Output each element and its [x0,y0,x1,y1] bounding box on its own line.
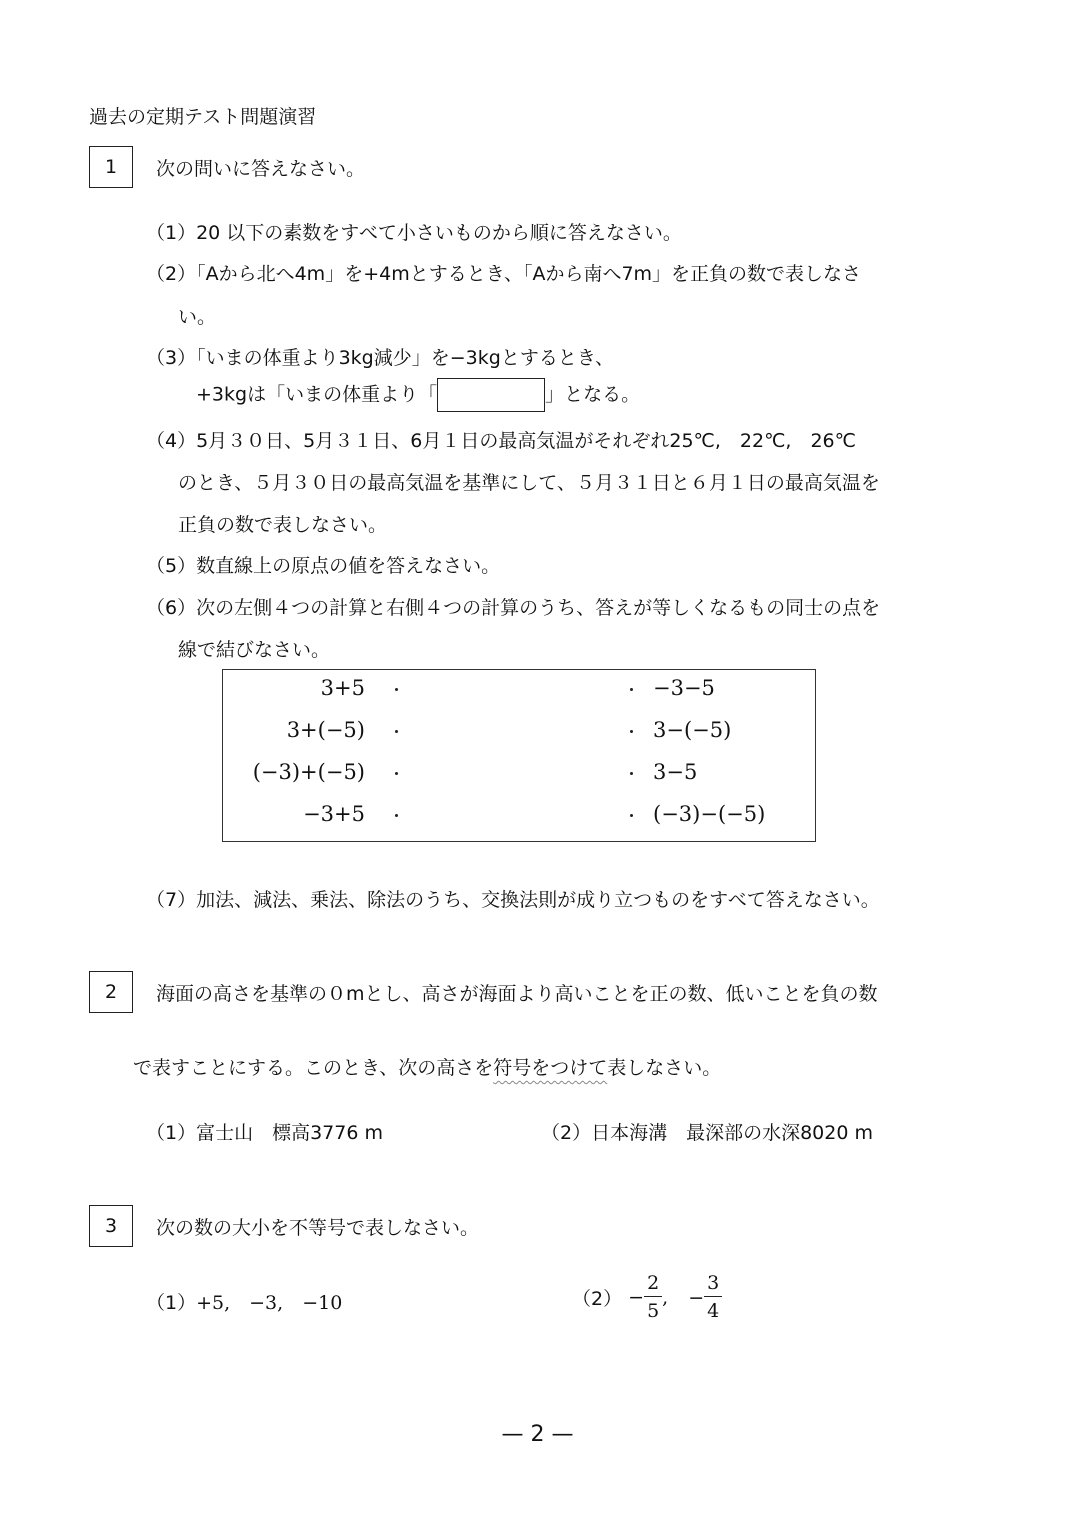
q3-1-label: （1） [146,1292,197,1314]
right-dot-4[interactable] [630,814,633,817]
q2-1-text: 富士山 標高3776 m [196,1122,383,1144]
fraction-1 [644,1270,662,1325]
q3-1-text: +5, −3, −10 [196,1292,343,1314]
q3-2 [572,1270,722,1325]
frac-separator: , [662,1286,669,1309]
q1-2-text: 「Aから北へ4m」を+4mとするとき、「Aから南へ7m」を正負の数で表しなさ [196,263,862,285]
right-expr-3: 3−5 [653,760,698,784]
section3-prompt: 次の数の大小を不等号で表しなさい。 [156,1217,480,1239]
q1-3-label: （3） [146,347,197,369]
left-dot-1[interactable] [395,688,398,691]
q1-7-text: 加法、減法、乗法、除法のうち、交換法則が成り立つものをすべて答えなさい。 [196,889,880,911]
q1-4-text: 5月３０日、5月３１日、6月１日の最高気温がそれぞれ25℃, 22℃, 26℃ [196,430,856,452]
q1-7 [146,885,880,912]
right-expr-1: −3−5 [653,676,715,700]
q1-5 [146,551,500,578]
q2-2-label: （2） [541,1122,592,1144]
q1-3 [146,343,614,370]
q1-1-label: （1） [146,222,197,244]
left-dot-2[interactable] [395,730,398,733]
q1-6-label: （6） [146,597,197,619]
section2-prompt-line2 [133,1053,721,1080]
left-expr-4: −3+5 [303,802,365,826]
q2-1-label: （1） [146,1122,197,1144]
q1-4-label: （4） [146,430,197,452]
q3-1 [146,1288,342,1315]
q1-6-text: 次の左側４つの計算と右側４つの計算のうち、答えが等しくなるもの同士の点を [196,597,881,619]
matching-box [222,669,816,842]
right-dot-2[interactable] [630,730,633,733]
section-number-2: 2 [89,971,133,1013]
q1-6 [146,593,880,620]
q1-1 [146,218,682,245]
q1-3-text: 「いまの体重より3kg減少」を−3kgとするとき、 [196,347,615,369]
frac1-denominator: 5 [647,1300,660,1322]
page-title: 過去の定期テスト問題演習 [89,106,317,128]
right-expr-4: (−3)−(−5) [653,802,766,826]
q1-4-cont2: 正負の数で表しなさい。 [178,514,388,536]
frac1-numerator: 2 [644,1270,662,1297]
q1-7-label: （7） [146,889,197,911]
q2-2 [541,1118,873,1145]
q1-2-cont: い。 [178,306,217,328]
q1-3-cont [196,378,640,412]
section-number-1: 1 [89,146,133,188]
left-expr-3: (−3)+(−5) [252,760,365,784]
page-number: — 2 — [501,1422,574,1447]
fraction-2 [704,1270,722,1325]
answer-blank[interactable] [437,378,545,412]
q3-2-label: （2） [572,1288,623,1310]
left-expr-1: 3+5 [320,676,365,700]
q1-3-text-a: +3kgは「いまの体重より「 [196,383,438,406]
right-dot-3[interactable] [630,772,633,775]
q1-6-cont: 線で結びなさい。 [178,639,331,661]
right-expr-2: 3−(−5) [653,718,732,742]
left-dot-4[interactable] [395,814,398,817]
q2-2-text: 日本海溝 最深部の水深8020 m [591,1122,873,1144]
section2-text-a: で表すことにする。このとき、次の高さを [133,1057,494,1079]
q1-2-label: （2） [146,263,197,285]
q1-5-text: 数直線上の原点の値を答えなさい。 [196,555,501,577]
q1-2 [146,259,861,286]
frac2-denominator: 4 [707,1300,720,1322]
section1-prompt: 次の問いに答えなさい。 [156,158,366,180]
q1-4-cont1: のとき、５月３０日の最高気温を基準にして、５月３１日と６月１日の最高気温を [178,472,880,494]
section2-prompt-line1: 海面の高さを基準の０mとし、高さが海面より高いことを正の数、低いことを負の数 [156,983,878,1005]
left-expr-2: 3+(−5) [286,718,365,742]
frac2-sign: − [688,1286,705,1309]
right-dot-1[interactable] [630,688,633,691]
left-dot-3[interactable] [395,772,398,775]
frac1-sign: − [628,1286,645,1309]
section-number-3: 3 [89,1205,133,1247]
q1-4 [146,426,856,453]
section2-text-c: 表しなさい。 [607,1057,722,1079]
frac2-numerator: 3 [704,1270,722,1297]
q1-5-label: （5） [146,555,197,577]
section2-emphasis: 符号をつけて [493,1057,608,1079]
q1-1-text: 20 以下の素数をすべて小さいものから順に答えなさい。 [196,222,682,244]
q2-1 [146,1118,383,1145]
q1-3-text-b: 」となる。 [545,383,641,406]
